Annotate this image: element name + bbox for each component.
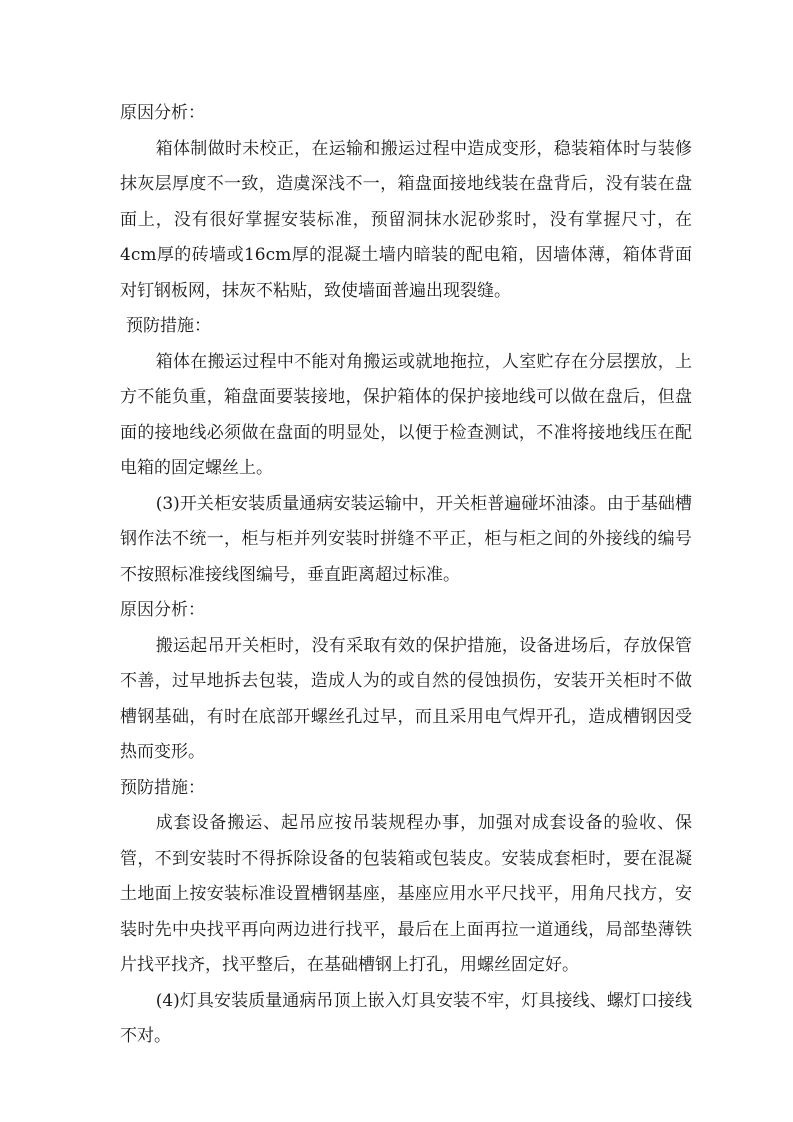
section-heading-prevention: 预防措施：	[126, 316, 211, 336]
section-heading-prevention: 预防措施：	[120, 777, 205, 798]
section-heading-cause-analysis: 原因分析：	[120, 103, 205, 123]
paragraph-cause-distribution-box: 箱体制做时未校正，在运输和搬运过程中造成变形，稳装箱体时与装修抹灰层厚度不一致，造虞深浅不一，箱盘面接地线装在盘背后，没有装在盘面上，没有很好掌握安装标准，预留洞抹水泥砂浆时，没有掌握尺寸，在4cm厚的砖墙或16cm厚的混凝土墙内暗装的配电箱，因墙体薄，箱体背面对钉钢板网，抹灰不粘贴，致使墙面普遍出现裂缝。	[120, 138, 692, 301]
paragraph-lighting-defects: (4)灯具安装质量通病吊顶上嵌入灯具安装不牢，灯具接线、螺灯口接线不对。	[120, 990, 692, 1046]
document-body	[120, 96, 692, 1055]
paragraph-prevention-distribution-box: 箱体在搬运过程中不能对角搬运或就地拖拉，人室贮存在分层摆放，上方不能负重，箱盘面要装接地，保护箱体的保护接地线可以做在盘后，但盘面的接地线必须做在盘面的明显处，以便于检查测试，不准将接地线压在配电箱的固定螺丝上。	[120, 351, 692, 478]
paragraph-cause-switchgear: 搬运起吊开关柜时，没有采取有效的保护措施，设备进场后，存放保管不善，过早地拆去包装，造成人为的或自然的侵蚀损伤，安装开关柜时不做槽钢基础，有时在底部开螺丝孔过早，而且采用电气焊开孔，造成槽钢因受热而变形。	[120, 635, 692, 762]
paragraph-switchgear-defects: (3)开关柜安装质量通病安装运输中，开关柜普遍碰坏油漆。由于基础槽钢作法不统一，柜与柜并列安装时拼缝不平正，柜与柜之间的外接线的编号不按照标准接线图编号，垂直距离超过标准。	[120, 493, 692, 585]
paragraph-prevention-switchgear: 成套设备搬运、起吊应按吊装规程办事，加强对成套设备的验收、保管，不到安装时不得拆除设备的包装箱或包装皮。安装成套柜时，要在混凝土地面上按安装标准设置槽钢基座，基座应用水平尺找平，用角尺找方，安装时先中央找平再向两边进行找平，最后在上面再拉一道通线，局部垫薄铁片找平找齐，找平整后，在基础槽钢上打孔，用螺丝固定好。	[120, 813, 692, 975]
section-heading-cause-analysis: 原因分析：	[120, 600, 205, 620]
